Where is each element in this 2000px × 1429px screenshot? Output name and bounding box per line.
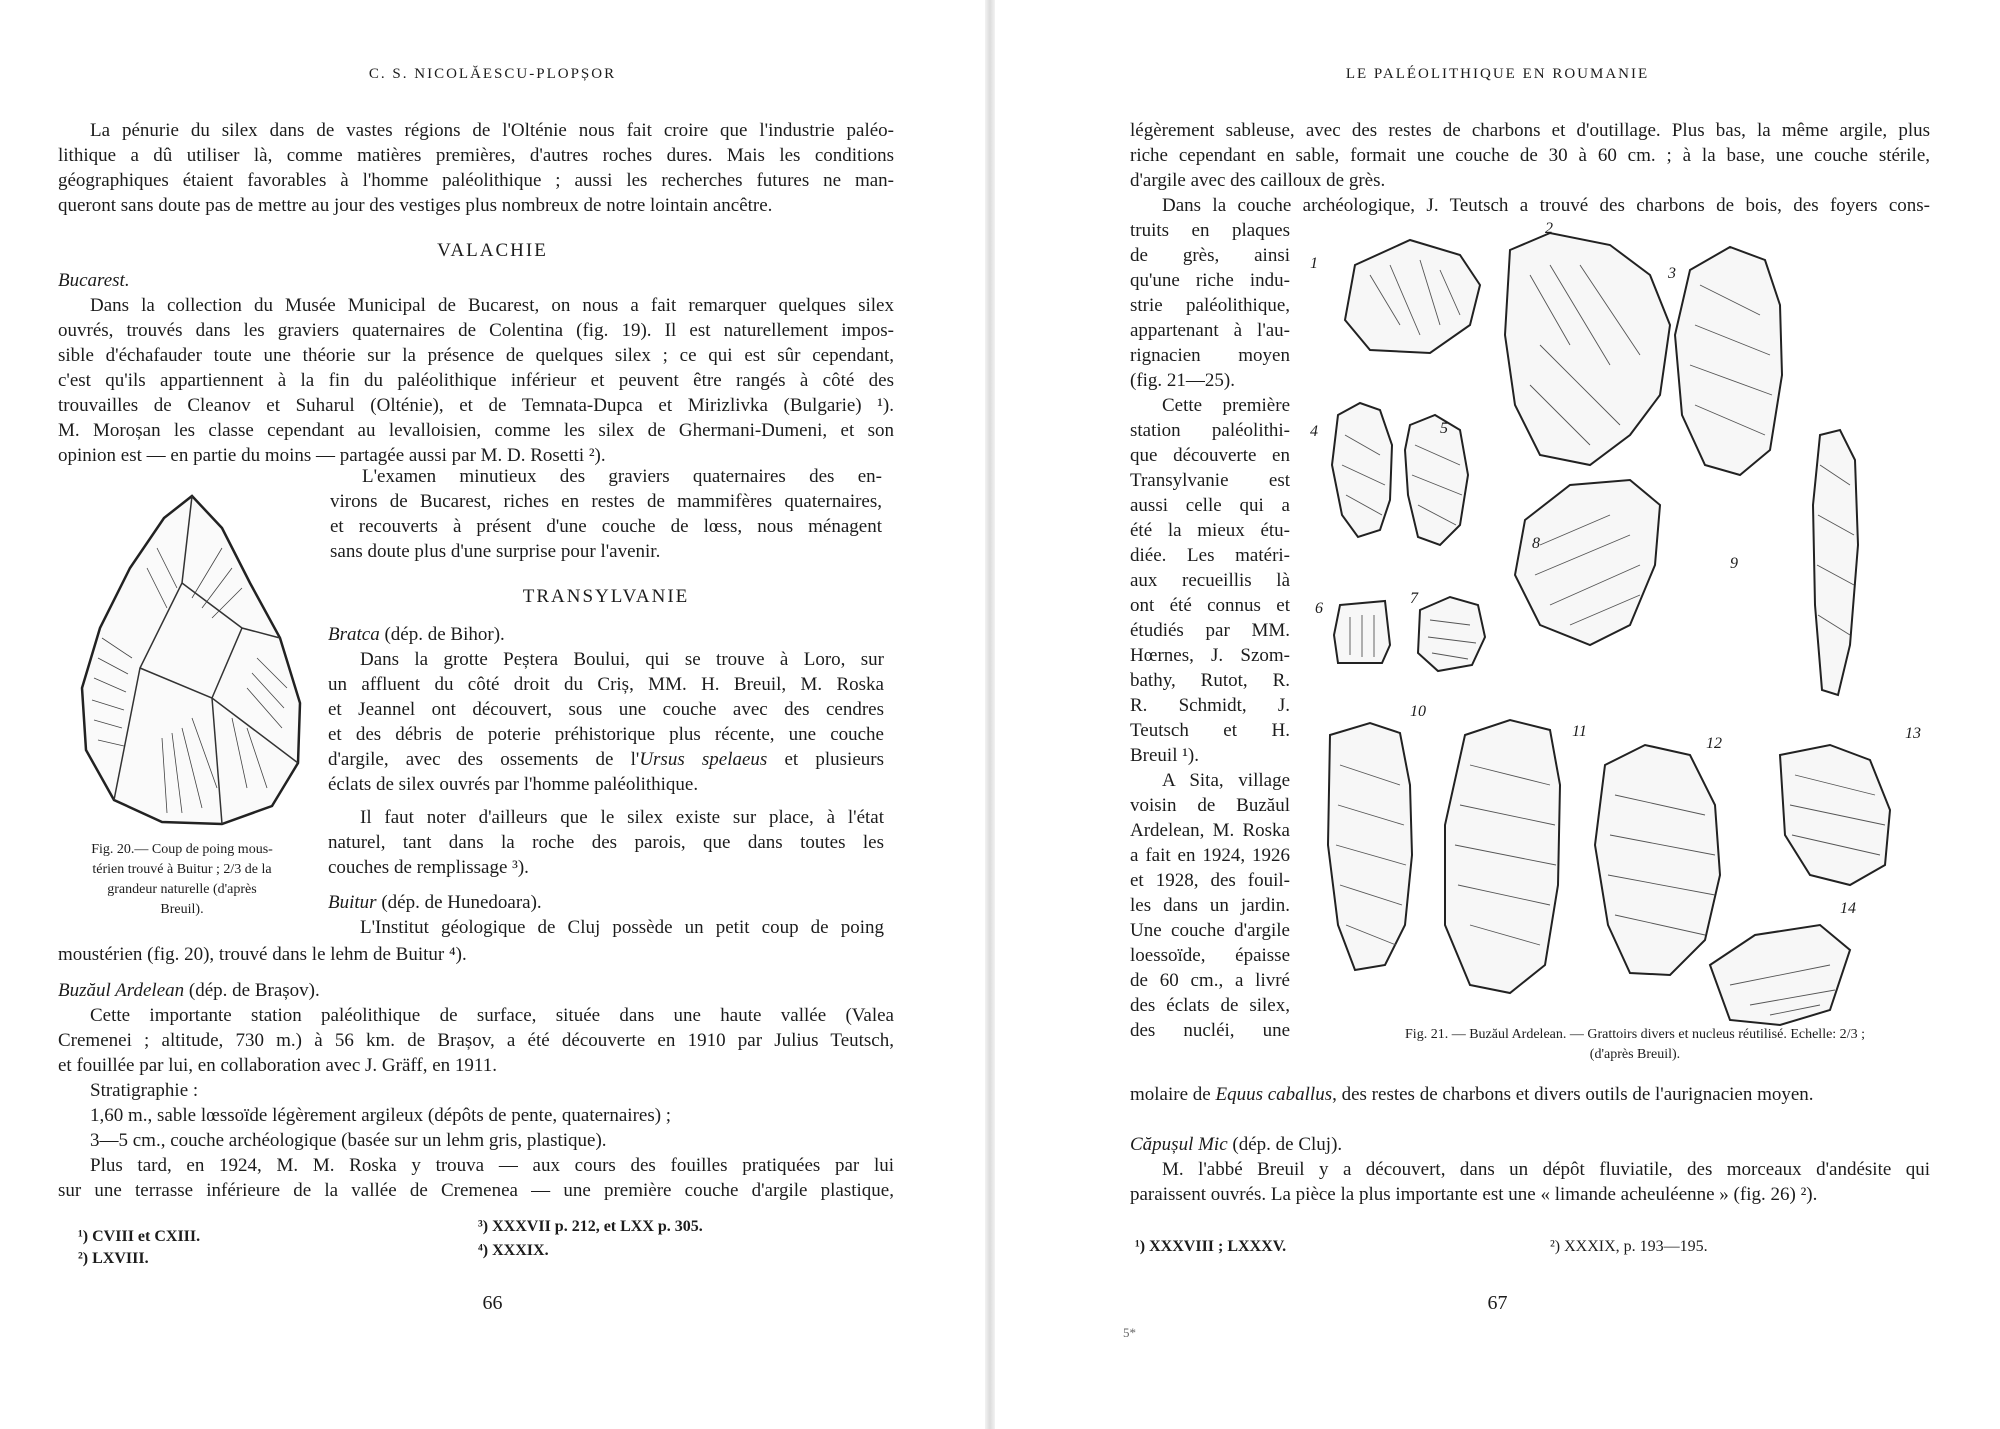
text-line: et fouillée par lui, en collaboration avec J. Gräff, en 1911. (58, 1055, 497, 1076)
subsection-dep: (dép. de Hunedoara). (376, 892, 542, 913)
figure-label: 9 (1730, 555, 1738, 572)
capusul-section (1130, 1132, 1930, 1207)
text-line: a fait en 1924, 1926 (1130, 845, 1290, 866)
figure-label: 7 (1410, 590, 1418, 607)
text-line: les dans un jardin. (1130, 895, 1290, 916)
text-line: queront sans doute pas de mettre au jour des vestiges plus nombreux de notre lointain ancêtre. (58, 195, 773, 216)
text-line: station paléolithi- (1130, 420, 1290, 441)
text-line: un affluent du côté droit du Criș, MM. H. Breuil, M. Roska (328, 674, 884, 695)
text-line: diée. Les matéri- (1130, 545, 1290, 566)
bratca-section (328, 622, 884, 940)
text-line: 1,60 m., sable lœssoïde légèrement argileux (dépôts de pente, quaternaires) ; (90, 1105, 672, 1126)
text-line: L'examen minutieux des graviers quaternaires des en- (362, 466, 882, 487)
figure-label: 5 (1440, 420, 1448, 437)
text-line: étudiés par MM. (1130, 620, 1290, 641)
subsection-dep: (dép. de Brașov). (184, 980, 320, 1001)
text-line: de 60 cm., a livré (1130, 970, 1290, 991)
footnote: ²) XXXIX, p. 193—195. (1550, 1238, 1708, 1255)
text-line: Plus tard, en 1924, M. M. Roska y trouva — aux cours des fouilles pratiquées par lui (90, 1155, 894, 1176)
figure-label: 4 (1310, 423, 1318, 440)
text-line: couches de remplissage ³). (328, 857, 529, 878)
text-line: sible d'échafauder toute une théorie sur la présence de quelques silex ; ce qui est sûr cependant, (58, 345, 894, 366)
text-line: strie paléolithique, (1130, 295, 1290, 316)
text-line: sur une terrasse inférieure de la vallée de Cremenea — une première couche d'argile plastique, (58, 1180, 894, 1201)
narrow-column (1130, 218, 1290, 1043)
scrapers-drawing (1310, 225, 1960, 1040)
figure-20-hand-axe (72, 488, 312, 828)
text-line: L'Institut géologique de Cluj possède un petit coup de poing (360, 917, 884, 938)
text-line: Cette première (1162, 395, 1290, 416)
figure-20-caption: Fig. 20.— Coup de poing mous- térien trouvé à Buitur ; 2/3 de la grandeur naturelle (d'après Breuil). (91, 842, 273, 917)
text-line: M. Moroșan les classe cependant au levalloisien, comme les silex de Ghermani-Dumeni, et son (58, 420, 894, 441)
text-line: Cette importante station paléolithique de surface, située dans une haute vallée (Valea (90, 1005, 894, 1026)
text-line: Ardelean, M. Roska (1130, 820, 1290, 841)
bucarest-section (58, 268, 894, 468)
text-line: de grès, ainsi (1130, 245, 1290, 266)
text-line: d'argile, avec des ossements de l'Ursus spelaeus et plusieurs (328, 749, 884, 770)
text-line: loessoïde, épaisse (1130, 945, 1290, 966)
text-line: rignacien moyen (1130, 345, 1290, 366)
signature-mark: 5* (1123, 1325, 1136, 1340)
text-line: 3—5 cm., couche archéologique (basée sur un lehm gris, plastique). (90, 1130, 607, 1151)
text-line: trouvailles de Cleanov et Suharul (Olténie), et de Temnata-Dupca et Mirizlivka (Bulgarie) ¹). (58, 395, 894, 416)
left-page (0, 0, 985, 1429)
text-line: Dans la collection du Musée Municipal de Bucarest, on nous a fait remarquer quelques silex (90, 295, 894, 316)
footnote: ⁴) XXXIX. (478, 1242, 549, 1259)
figure-label: 1 (1310, 255, 1318, 272)
subsection-title: Buitur (328, 892, 377, 913)
page-number: 66 (482, 1292, 503, 1314)
text-line: bathy, Rutot, R. (1130, 670, 1290, 691)
subsection-dep: (dép. de Cluj). (1227, 1134, 1343, 1155)
text-line: et recouverts à présent d'une couche de lœss, nous ménagent (330, 516, 882, 537)
text-line: et Jeannel ont découvert, sous une couche avec des cendres (328, 699, 884, 720)
text-line: des éclats de silex, (1130, 995, 1290, 1016)
subsection-title: Bucarest. (58, 270, 130, 291)
section-heading-valachie: VALACHIE (437, 240, 548, 261)
text-line: Hœrnes, J. Szom- (1130, 645, 1290, 666)
figure-21-caption: Fig. 21. — Buzăul Ardelean. — Grattoirs divers et nucleus réutilisé. Echelle: 2/3 ; (d'après Breuil). (1405, 1027, 1865, 1062)
text-line: Transylvanie est (1130, 470, 1290, 491)
running-header: C. S. NICOLĂESCU-PLOPȘOR (368, 66, 617, 82)
text-line: ont été connus et (1130, 595, 1290, 616)
intro-paragraph (58, 118, 894, 218)
text-line: et 1928, des fouil- (1130, 870, 1290, 891)
text-line: Il faut noter d'ailleurs que le silex existe sur place, à l'état (360, 807, 884, 828)
text-line: Dans la grotte Peștera Boului, qui se trouve à Loro, sur (360, 649, 884, 670)
text-line: voisin de Buzăul (1130, 795, 1290, 816)
text-line: géographiques étaient favorables à l'homme paléolithique ; aussi les recherches futures ne man- (58, 170, 894, 191)
footnote: ¹) XXXVIII ; LXXXV. (1135, 1238, 1287, 1255)
text-line: moustérien (fig. 20), trouvé dans le lehm de Buitur ⁴). (58, 944, 467, 965)
text-line: légèrement sableuse, avec des restes de charbons et d'outillage. Plus bas, la même argile, plus (1130, 120, 1930, 141)
text-line: et des débris de poterie préhistorique plus récente, une couche (328, 724, 884, 745)
subsection-title: Buzăul Ardelean (58, 980, 185, 1001)
text-line: que découverte en (1130, 445, 1290, 466)
text-line: qu'une riche indu- (1130, 270, 1290, 291)
section-heading-transylvanie: TRANSYLVANIE (522, 586, 690, 607)
text-line: des nucléi, une (1130, 1020, 1290, 1041)
subsection-title: Bratca (328, 624, 380, 645)
figure-label: 10 (1410, 703, 1426, 720)
footnote: ¹) CVIII et CXIII. (78, 1228, 201, 1245)
buzaul-section (58, 978, 894, 1203)
book-gutter (985, 0, 995, 1429)
text-line: Une couche d'argile (1130, 920, 1290, 941)
text-line: éclats de silex ouvrés par l'homme paléolithique. (328, 774, 699, 795)
text-line: M. l'abbé Breuil y a découvert, dans un dépôt fluviatile, des morceaux d'andésite qui (1162, 1159, 1930, 1180)
text-line: riche cependant en sable, formait une couche de 30 à 60 cm. ; à la base, une couche stérile, (1130, 145, 1930, 166)
text-line: appartenant à l'au- (1130, 320, 1290, 341)
footnote: ²) LXVIII. (78, 1250, 149, 1267)
text-line: été la mieux étu- (1130, 520, 1290, 541)
text-line: lithique a dû utiliser là, comme matières premières, d'autres roches dures. Mais les conditions (58, 145, 894, 166)
text-line: (fig. 21—25). (1130, 370, 1236, 391)
text-line: Dans la couche archéologique, J. Teutsch a trouvé des charbons de bois, des foyers cons- (1162, 195, 1930, 216)
text-line: R. Schmidt, J. (1130, 695, 1290, 716)
text-line: truits en plaques (1130, 220, 1290, 241)
text-line: sans doute plus d'une surprise pour l'avenir. (330, 541, 661, 562)
text-line: c'est qu'ils appartiennent à la fin du paléolithique inférieur et peuvent être rangés à côté des (58, 370, 894, 391)
footnote: ³) XXXVII p. 212, et LXX p. 305. (478, 1218, 703, 1235)
text-line: molaire de Equus caballus, des restes de charbons et divers outils de l'aurignacien moyen. (1130, 1084, 1814, 1105)
text-line: naturel, tant dans la roche des parois, que dans toutes les (328, 832, 884, 853)
subsection-dep: (dép. de Bihor). (379, 624, 505, 645)
running-header: LE PALÉOLITHIQUE EN ROUMANIE (1345, 66, 1650, 82)
figure-label: 2 (1545, 220, 1553, 237)
text-line: d'argile avec des cailloux de grès. (1130, 170, 1386, 191)
right-page (995, 0, 2000, 1429)
text-line: A Sita, village (1162, 770, 1290, 791)
text-line: aux recueillis là (1130, 570, 1290, 591)
text-line: Breuil ¹). (1130, 745, 1200, 766)
figure-21-plate (1310, 220, 1960, 1040)
text-line: aussi celle qui a (1130, 495, 1290, 516)
figure-label: 12 (1706, 735, 1722, 752)
figure-label: 13 (1905, 725, 1921, 742)
text-line: Teutsch et H. (1130, 720, 1290, 741)
text-line: Stratigraphie : (90, 1080, 199, 1101)
text-line: Cremenei ; altitude, 730 m.) à 56 km. de Brașov, a été découverte en 1910 par Julius Teutsch, (58, 1030, 894, 1051)
text-line: virons de Bucarest, riches en restes de mammifères quaternaires, (330, 491, 882, 512)
top-paragraph (1130, 118, 1930, 218)
figure-label: 11 (1572, 723, 1587, 740)
figure-label: 8 (1532, 535, 1540, 552)
hand-axe-drawing (72, 488, 312, 828)
text-line: paraissent ouvrés. La pièce la plus importante est une « limande acheuléenne » (fig. 26) ²). (1130, 1184, 1818, 1205)
page-number: 67 (1487, 1292, 1508, 1314)
text-line: opinion est — en partie du moins — partagée aussi par M. D. Rosetti ²). (58, 445, 606, 466)
examen-paragraph (330, 464, 882, 564)
figure-label: 14 (1840, 900, 1856, 917)
figure-label: 6 (1315, 600, 1323, 617)
text-line: La pénurie du silex dans de vastes régions de l'Olténie nous fait croire que l'industrie paléo- (90, 120, 894, 141)
text-line: ouvrés, trouvés dans les graviers quaternaires de Colentina (fig. 19). Il est naturellement impos- (58, 320, 894, 341)
figure-label: 3 (1668, 265, 1676, 282)
subsection-title: Căpușul Mic (1130, 1134, 1228, 1155)
